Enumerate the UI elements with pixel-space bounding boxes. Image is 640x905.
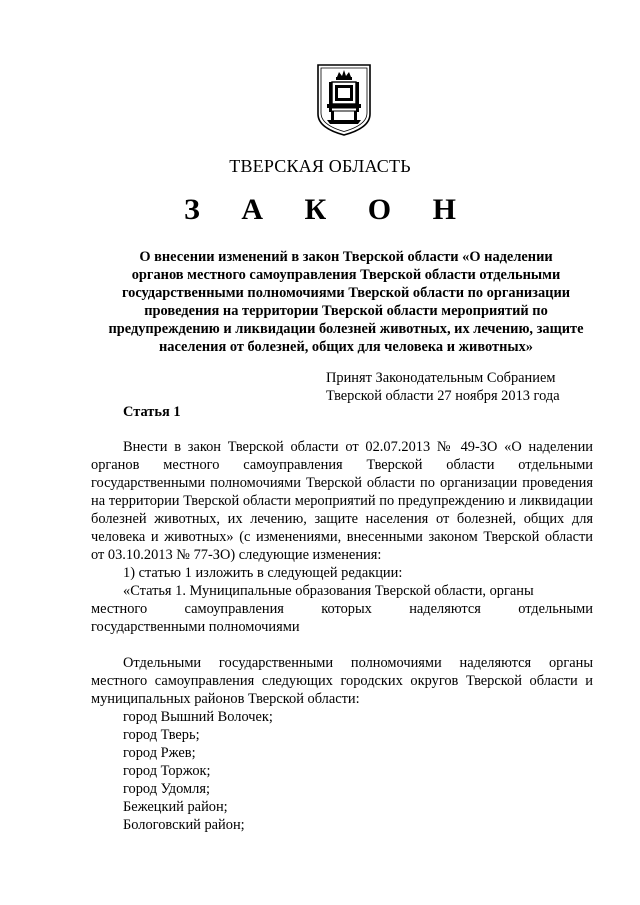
list-item: город Торжок; <box>123 763 211 779</box>
region-title: ТВЕРСКАЯ ОБЛАСТЬ <box>229 156 411 176</box>
heading-line: населения от болезней, общих для человека и животных» <box>158 339 534 355</box>
second-paragraph: Отдельными государственными полномочиями наделяются органы местного самоуправления следующих городских округов Тверской области и муниципальных районов Тверской области: <box>91 655 593 707</box>
law-body <box>91 438 593 834</box>
quoted-word: местного <box>91 601 148 617</box>
adoption-line: Тверской области 27 ноября 2013 года <box>326 388 560 404</box>
quoted-word: самоуправления <box>184 601 284 617</box>
list-item: город Вышний Волочек; <box>123 709 273 725</box>
list-item: город Ржев; <box>123 745 196 761</box>
list-item: город Удомля; <box>123 781 210 797</box>
intro-paragraph: Внести в закон Тверской области от 02.07.2013 № 49-ЗО «О наделении органов местного самоуправления Тверской области отдельными государственными полномочиями Тверской области по организации проведения на территории Тверской области мероприятий по предупреждению и ликвидации болезней животных, их лечению, защите населения от болезней, общих для человека и животных» (с изменениями, внесенными законом Тверской области от 03.10.2013 № 77-ЗО) следующие изменения: <box>91 439 593 563</box>
paragraph-spacer <box>91 636 593 654</box>
amendment-item: 1) статью 1 изложить в следующей редакции: <box>123 565 403 581</box>
adoption-note <box>326 369 616 405</box>
quoted-word: наделяются <box>409 601 481 617</box>
heading-line: государственными полномочиями Тверской области по организации <box>121 285 571 301</box>
heading-line: органов местного самоуправления Тверской области отдельными <box>131 267 561 283</box>
quoted-article-line <box>91 600 593 618</box>
law-heading <box>98 248 594 356</box>
list-item: город Тверь; <box>123 727 200 743</box>
article-title: Статья 1 <box>123 404 181 420</box>
heading-line: О внесении изменений в закон Тверской области «О наделении <box>139 249 553 265</box>
law-title: З А К О Н <box>184 193 473 226</box>
heading-line: предупреждению и ликвидации болезней животных, их лечению, защите <box>108 321 584 337</box>
quoted-word: отдельными <box>518 601 593 617</box>
quoted-article-line: «Статья 1. Муниципальные образования Тверской области, органы <box>123 583 534 599</box>
adoption-line: Принят Законодательным Собранием <box>326 370 556 386</box>
quoted-word: которых <box>321 601 372 617</box>
list-item: Бологовский район; <box>123 817 245 833</box>
tver-coat-of-arms-icon <box>315 62 373 138</box>
list-item: Бежецкий район; <box>123 799 228 815</box>
quoted-article-line: государственными полномочиями <box>91 619 300 635</box>
heading-line: проведения на территории Тверской области мероприятий по <box>144 303 548 319</box>
